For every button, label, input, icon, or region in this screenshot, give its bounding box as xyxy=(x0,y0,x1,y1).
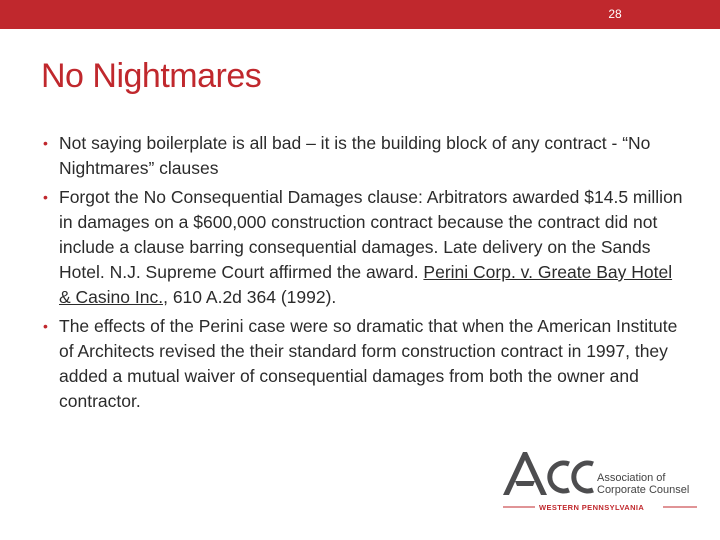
case-citation: Perini Corp. v. Greate Bay Hotel & Casino Inc., xyxy=(59,262,673,307)
bullet-icon: • xyxy=(43,189,48,205)
bullet-text: The effects of the Perini case were so dramatic that when the American Institute of Architects revised the their standard form construction contract in 1997, they added a mutual waiver of consequential damages from both the owner and contractor. xyxy=(59,316,678,411)
bullet-icon: • xyxy=(43,318,48,334)
bullet-item xyxy=(43,131,683,181)
slide-title: No Nightmares xyxy=(41,57,262,95)
bullet-text: Not saying boilerplate is all bad – it is the building block of any contract - “No Nightmares” clauses xyxy=(59,133,651,178)
logo-text xyxy=(597,473,689,496)
logo-line-1: Association of xyxy=(597,472,666,484)
bullet-item xyxy=(43,185,683,310)
logo-line-2: Corporate Counsel xyxy=(597,483,690,496)
logo-subtitle: WESTERN PENNSYLVANIA xyxy=(539,503,645,512)
bullet-list xyxy=(43,131,683,418)
bullet-text: Forgot the No Consequential Damages clause: Arbitrators awarded $14.5 million in damages on a $600,000 construction contract because the contract did not include a clause barring consequential damages. Late delivery on the Sands Hotel. N.J. Supreme Court affirmed the award. xyxy=(59,187,683,282)
header-bar xyxy=(0,0,720,29)
slide-number: 28 xyxy=(608,7,622,21)
acc-logo xyxy=(497,447,702,519)
bullet-text: 610 A.2d 364 (1992). xyxy=(167,287,337,307)
bullet-item xyxy=(43,314,683,414)
bullet-icon: • xyxy=(43,135,48,151)
